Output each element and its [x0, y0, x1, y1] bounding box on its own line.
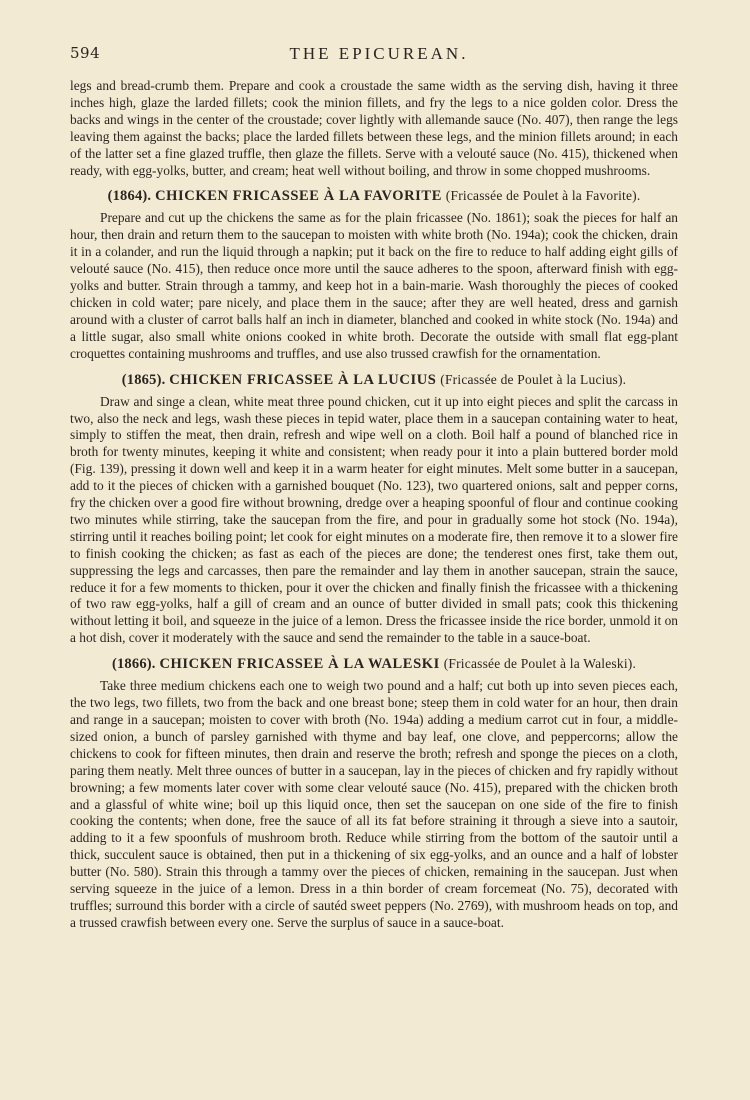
recipe-french-name: (Fricassée de Poulet à la Lucius). [440, 371, 627, 387]
running-title: THE EPICUREAN. [289, 44, 469, 63]
intro-paragraph: legs and bread-crumb them. Prepare and cook a croustade the same width as the serving dish, having it three inches high, glaze the larded fillets; cook the minion fillets, and fry the legs to a nice golden color. Dress the backs and wings in the center of the croustade; cover lightly with allemande sauce (No. 407), then range the legs leaving them against the backs; place the larded fillets between these legs, and the minion fillets around; in each of the latter set a fine glazed truffle, then glaze the fillets. Serve with a velouté sauce (No. 415), thickened when ready, with egg-yolks, butter, and cream; heat well without boiling, and throw in some chopped mushrooms. [70, 78, 678, 178]
recipe-number: (1866). [111, 656, 156, 673]
recipe-heading [70, 187, 678, 205]
recipe-paragraph: Prepare and cut up the chickens the same as for the plain fricassee (No. 1861); soak the pieces for half an hour, then drain and return them to the saucepan to moisten with white broth (No. 194a); cook the chicken, drain it in a colander, and run the liquid through a napkin; put it back on the fire to reduce to half adding eight gills of velouté sauce (No. 415), then reduce once more until the sauce adheres to the spoon, afterward finish with egg-yolks and butter. Strain through a tammy, and keep hot in a bain-marie. Wash thoroughly the pieces of cooked chicken in cold water; pare nicely, and place them in the sauce; after they are well heated, dress and garnish around with a cluster of carrot balls half an inch in diameter, blanched and cooked in white stock (No. 194a) and a little sugar, also small white onions cooked in white broth. Decorate the outside with small flat egg-plant croquettes containing mushrooms and truffles, and use also trussed crawfish for the ornamentation. [70, 210, 678, 361]
recipe-heading [70, 655, 678, 673]
recipe-name: CHICKEN FRICASSEE À LA WALESKI [159, 656, 440, 673]
recipe-paragraph: Take three medium chickens each one to weigh two pound and a half; cut both up into seven pieces each, the two legs, two fillets, two from the back and one breast bone; steep them in cold water for an hour, then drain and range in a saucepan; moisten to cover with broth (No. 194a) adding a medium carrot cut in four, a middle-sized onion, a bunch of parsley garnished with thyme and bay leaf, one clove, and peppercorns; allow the chickens to cook for fifteen minutes, then drain and reserve the broth; refresh and sponge the pieces on a cloth, paring them neatly. Melt three ounces of butter in a saucepan, lay in the pieces of chicken and fry rapidly without browning; a few moments later cover with some clear velouté sauce (No. 415), prepared with the chicken broth and a glassful of white wine; boil up this liquid once, then set the saucepan on one side of the fire to finish cooking the contents; when done, free the sauce of all its fat before straining it through a sieve into a sautoir, adding to it a few spoonfuls of mushroom broth. Reduce while stirring from the bottom of the sautoir until a thick, succulent sauce is obtained, then put in a thickening of six egg-yolks, and an ounce and a half of lobster butter (No. 580). Strain this through a tammy over the pieces of chicken, remaining in the saucepan. Just when serving squeeze in the juice of a lemon. Dress in a thin border of cream forcemeat (No. 75), decorated with truffles; surround this border with a circle of sautéd sweet peppers (No. 2769), with mushroom heads on top, and a trussed crawfish between every one. Serve the surplus of sauce in a sauce-boat. [70, 678, 678, 930]
recipe-french-name: (Fricassée de Poulet à la Favorite). [445, 188, 641, 204]
recipe-heading [70, 371, 678, 389]
recipe-name: CHICKEN FRICASSEE À LA LUCIUS [169, 371, 437, 388]
recipe-french-name: (Fricassée de Poulet à la Waleski). [443, 656, 637, 672]
recipe-number: (1865). [121, 371, 166, 388]
page-number: 594 [70, 44, 101, 62]
recipe-name: CHICKEN FRICASSEE À LA FAVORITE [155, 188, 442, 205]
page-body [70, 78, 678, 932]
recipe-number: (1864). [107, 188, 152, 205]
page-header [70, 44, 678, 70]
recipe-paragraph: Draw and singe a clean, white meat three pound chicken, cut it up into eight pieces and split the carcass in two, also the neck and legs, wash these pieces in tepid water, place them in a saucepan containing water to heat, simply to stiffen the meat, then drain, refresh and wipe well on a cloth. Boil half a pound of blanched rice in broth for twenty minutes, keeping it white and consistent; when ready pour it into a plain buttered border mold (Fig. 139), pressing it down well and keep it in a warm heater for eight minutes. Melt some butter in a saucepan, add to it the pieces of chicken with a garnished bouquet (No. 123), two quartered onions, salt and pepper corns, fry the chicken over a good fire without browning, dredge over a heaping spoonful of flour and continue cooking two minutes while stirring, take the saucepan from the fire, and pour in gradually some hot stock (No. 194a), stirring until it reaches boiling point; let cook for eight minutes on a moderate fire, then remove it to a slower fire to finish cooking the chicken; as fast as each of the pieces are done; the tenderest ones first, take them out, suppressing the legs and carcasses, then pare the remainder and lay them in another saucepan, strain the sauce, reduce it for a few moments to thicken, pour it over the chicken and finally finish the fricassee with a thickening of two raw egg-yolks, half a gill of cream and an ounce of butter divided in small pats; cook this thickening without letting it boil, and squeeze in the juice of a lemon. Dress the fricassee inside the rice border, unmold it on a hot dish, cover it moderately with the sauce and send the remainder to the table in a sauce-boat. [70, 393, 678, 646]
